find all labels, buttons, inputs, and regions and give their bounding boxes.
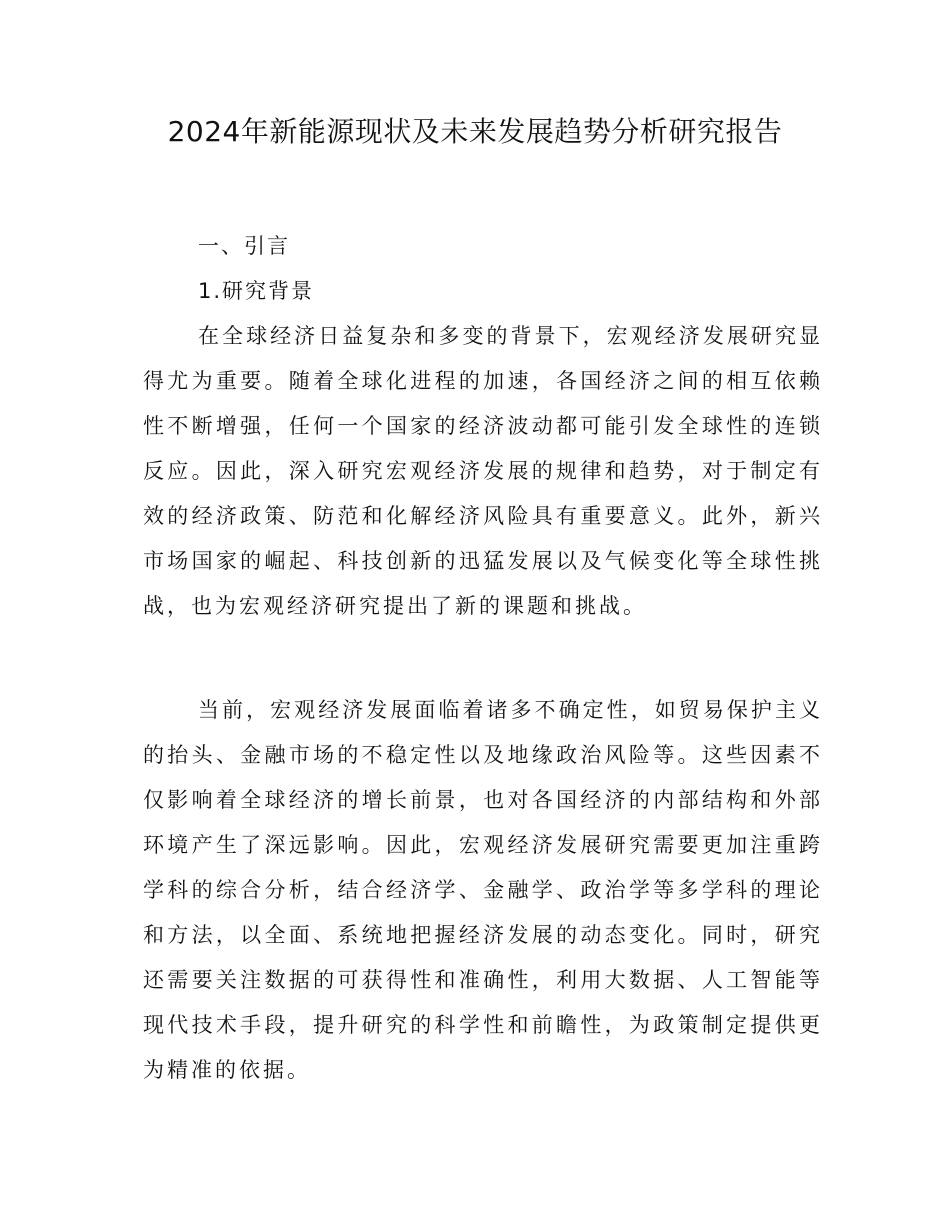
sub-heading-research-background: 1.研究背景	[198, 279, 315, 303]
body-paragraph: 在全球经济日益复杂和多变的背景下，宏观经济发展研究显得尤为重要。随着全球化进程的加速，各国经济之间的相互依赖性不断增强，任何一个国家的经济波动都可能引发全球性的连锁反应。因此，深入研究宏观经济发展的规律和趋势，对于制定有效的经济政策、防范和化解经济风险具有重要意义。此外，新兴市场国家的崛起、科技创新的迅猛发展以及气候变化等全球性挑战，也为宏观经济研究提出了新的课题和挑战。	[143, 324, 823, 618]
section-heading-introduction: 一、引言	[198, 234, 290, 258]
document-title: 2024年新能源现状及未来发展趋势分析研究报告	[167, 115, 783, 148]
body-paragraph: 当前，宏观经济发展面临着诸多不确定性，如贸易保护主义的抬头、金融市场的不稳定性以及地缘政治风险等。这些因素不仅影响着全球经济的增长前景，也对各国经济的内部结构和外部环境产生了深远影响。因此，宏观经济发展研究需要更加注重跨学科的综合分析，结合经济学、金融学、政治学等多学科的理论和方法，以全面、系统地把握经济发展的动态变化。同时，研究还需要关注数据的可获得性和准确性，利用大数据、人工智能等现代技术手段，提升研究的科学性和前瞻性，为政策制定提供更为精准的依据。	[143, 698, 823, 1082]
